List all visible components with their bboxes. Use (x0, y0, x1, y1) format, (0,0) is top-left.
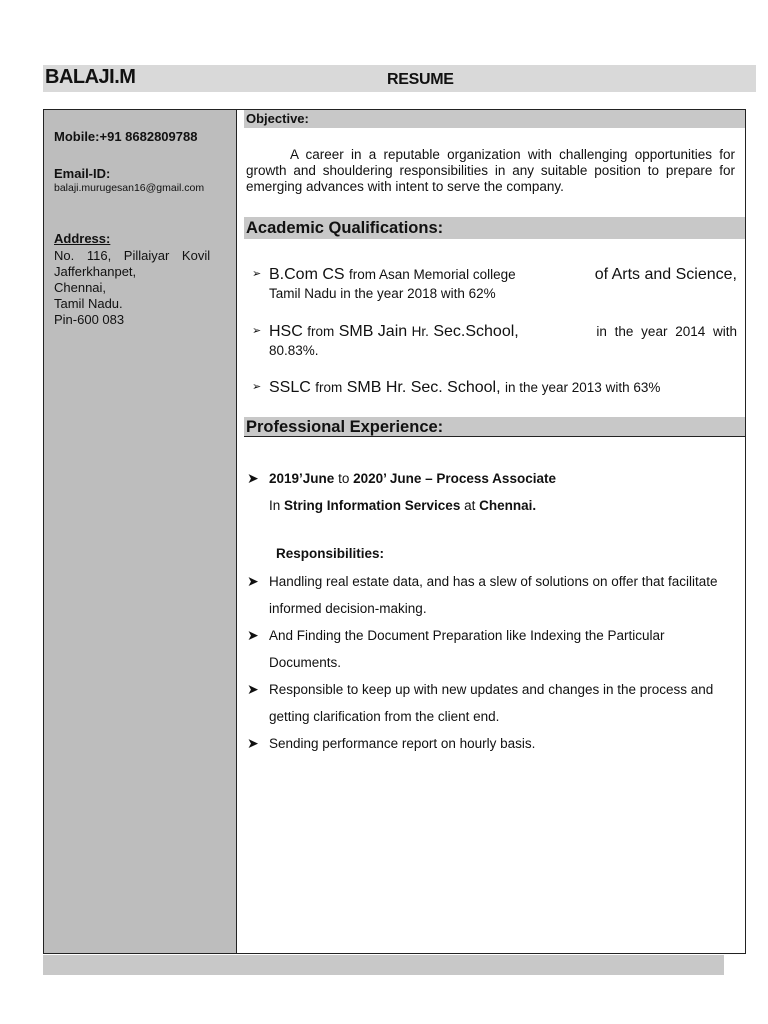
resume-frame (43, 109, 746, 954)
responsibilities-list (247, 568, 739, 757)
email-value[interactable]: balaji.murugesan16@gmail.com (54, 182, 205, 194)
responsibilities-title: Responsibilities: (276, 546, 385, 561)
qualification-detail: 80.83%. (269, 343, 319, 358)
qualification-from: from (307, 324, 335, 339)
qualification-institution: from Asan Memorial college (349, 267, 516, 282)
qualification-from: from (315, 380, 343, 395)
experience-entry (247, 465, 739, 519)
bullet-arrow-icon: ➤ (247, 735, 259, 751)
responsibility-item (247, 676, 739, 730)
address-block (54, 248, 234, 328)
responsibility-text: And Finding the Document Preparation like Indexing the Particular Documents. (269, 628, 665, 670)
qualification-institution-tail: of Arts and Science, (594, 266, 737, 283)
mobile-number: Mobile:+91 8682809788 (54, 129, 198, 144)
resume-title: RESUME (387, 71, 454, 88)
qualification-degree: B.Com CS (269, 266, 345, 283)
experience-at: at (464, 498, 476, 513)
address-line: Chennai, (54, 280, 107, 295)
bullet-arrow-icon: ➤ (247, 470, 259, 486)
responsibility-item (247, 568, 739, 622)
experience-start: 2019’June (269, 471, 335, 486)
bullet-arrow-icon: ➤ (247, 627, 259, 643)
experience-to: to (338, 471, 350, 486)
qualification-school-tail: Sec.School, (433, 323, 519, 340)
experience-city: Chennai. (479, 498, 537, 513)
address-line: Jafferkhanpet, (54, 264, 137, 279)
qualification-degree: SSLC (269, 379, 311, 396)
email-label: Email-ID: (54, 166, 111, 181)
main-content (237, 110, 745, 953)
qualification-school: SMB Jain (338, 323, 408, 340)
experience-heading: Professional Experience: (244, 417, 745, 437)
responsibility-item (247, 622, 739, 676)
candidate-name: BALAJI.M (45, 66, 136, 88)
responsibility-text: Handling real estate data, and has a slew of solutions on offer that facilitate informed decision-making. (269, 574, 718, 616)
objective-text (246, 147, 735, 195)
bullet-arrow-icon: ➢ (252, 325, 262, 337)
address-line: Tamil Nadu. (54, 296, 123, 311)
qualification-school: SMB Hr. Sec. School, (346, 379, 501, 396)
qualification-item (252, 378, 737, 398)
experience-in: In (269, 498, 281, 513)
header-bar (43, 65, 756, 92)
objective-heading: Objective: (244, 110, 745, 128)
bullet-arrow-icon: ➤ (247, 573, 259, 589)
address-label: Address: (54, 231, 111, 246)
objective-body: A career in a reputable organization with challenging opportunities for growth and shouldering responsibilities in any suitable position to prepare for emerging advances with intent to serve the company. (246, 147, 735, 194)
qualification-degree: HSC (269, 323, 303, 340)
experience-end-role: 2020’ June – Process Associate (353, 471, 556, 486)
responsibility-item (247, 730, 739, 757)
footer-bar (43, 955, 724, 975)
academic-heading: Academic Qualifications: (244, 217, 745, 239)
address-line: Pin-600 083 (54, 312, 125, 327)
qualification-item (252, 265, 737, 302)
qualification-school-small: Hr. (411, 324, 429, 339)
qualification-item (252, 322, 737, 359)
qualification-detail: in the year 2013 with 63% (505, 380, 661, 395)
contact-sidebar (44, 110, 237, 953)
qualification-detail: Tamil Nadu in the year 2018 with 62% (269, 286, 496, 301)
responsibility-text: Responsible to keep up with new updates and changes in the process and getting clarification from the client end. (269, 682, 714, 724)
bullet-arrow-icon: ➢ (252, 268, 262, 280)
address-line: No. 116, Pillaiyar Kovil (54, 248, 211, 263)
qualification-detail-inline: in the year 2014 with (596, 324, 737, 339)
responsibility-text: Sending performance report on hourly basis. (269, 736, 536, 751)
experience-company: String Information Services (284, 498, 461, 513)
bullet-arrow-icon: ➤ (247, 681, 259, 697)
bullet-arrow-icon: ➢ (252, 381, 262, 393)
